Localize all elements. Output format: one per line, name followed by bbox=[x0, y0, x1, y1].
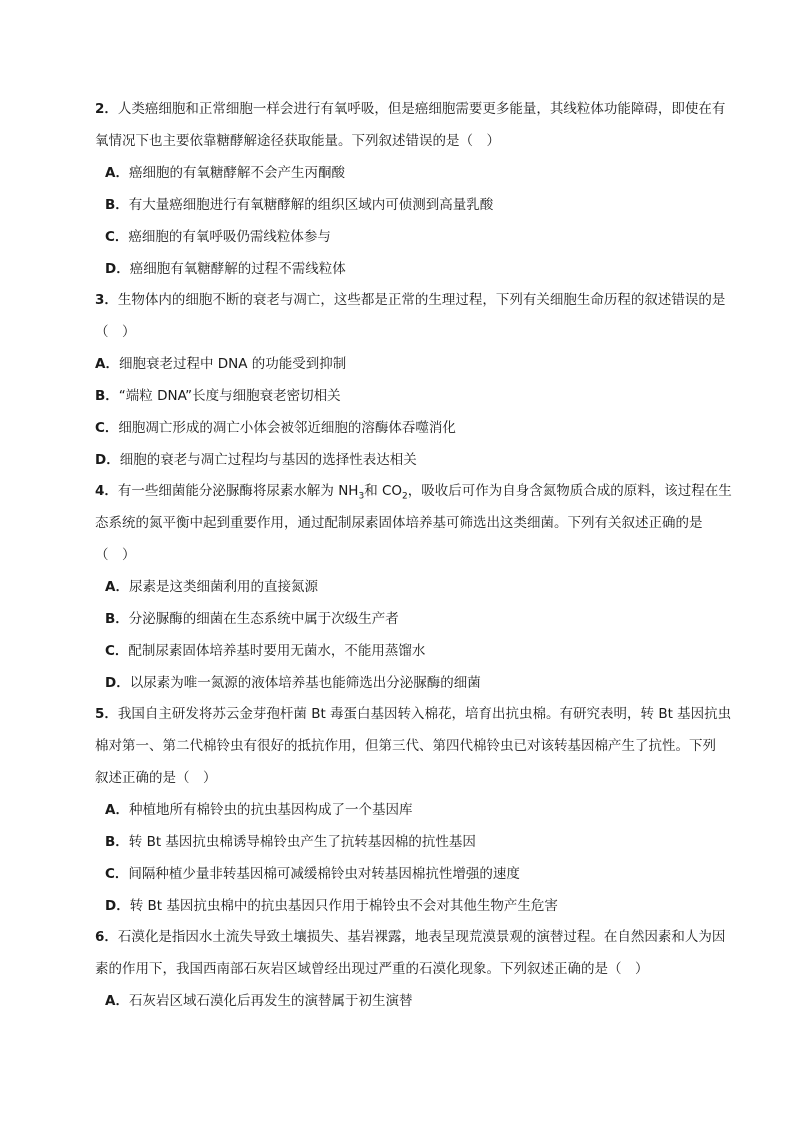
subscript-2: 2 bbox=[402, 491, 408, 502]
question-2-option-c[interactable]: C．癌细胞的有氧呼吸仍需线粒体参与 bbox=[105, 229, 331, 245]
question-list bbox=[95, 98, 735, 1012]
question-2-option-b[interactable]: B．有大量癌细胞进行有氧糖酵解的组织区域内可侦测到高量乳酸 bbox=[105, 197, 494, 213]
question-5-stem-line-2: 棉对第一、第二代棉铃虫有很好的抵抗作用，但第三代、第四代棉铃虫已对该转基因棉产生了抗性。下列 bbox=[95, 738, 716, 754]
question-4-option-b[interactable]: B．分泌脲酶的细菌在生态系统中属于次级生产者 bbox=[105, 611, 399, 627]
question-5-option-b[interactable]: B．转 Bt 基因抗虫棉诱导棉铃虫产生了抗转基因棉的抗性基因 bbox=[105, 834, 476, 850]
question-2-stem-line-2: 氧情况下也主要依靠糖酵解途径获取能量。下列叙述错误的是（ ） bbox=[95, 133, 500, 149]
question-3-option-d[interactable]: D．细胞的衰老与凋亡过程均与基因的选择性表达相关 bbox=[95, 452, 417, 468]
question-2-stem-line-1: 2．人类癌细胞和正常细胞一样会进行有氧呼吸，但是癌细胞需要更多能量，其线粒体功能障碍，即使在有 bbox=[95, 101, 726, 117]
question-2-option-d[interactable]: D．癌细胞有氧糖酵解的过程不需线粒体 bbox=[105, 261, 346, 277]
question-3-stem-line-1: 3．生物体内的细胞不断的衰老与凋亡，这些都是正常的生理过程，下列有关细胞生命历程的叙述错误的是 bbox=[95, 292, 726, 308]
question-5-option-a[interactable]: A．种植地所有棉铃虫的抗虫基因构成了一个基因库 bbox=[105, 802, 413, 818]
question-4-option-a[interactable]: A．尿素是这类细菌利用的直接氮源 bbox=[105, 579, 318, 595]
question-5-option-c[interactable]: C．间隔种植少量非转基因棉可减缓棉铃虫对转基因棉抗性增强的速度 bbox=[105, 866, 520, 882]
question-3-option-c[interactable]: C．细胞凋亡形成的凋亡小体会被邻近细胞的溶酶体吞噬消化 bbox=[95, 420, 456, 436]
question-2-option-a[interactable]: A．癌细胞的有氧糖酵解不会产生丙酮酸 bbox=[105, 165, 345, 181]
question-5-stem-line-1: 5．我国自主研发将苏云金芽孢杆菌 Bt 毒蛋白基因转入棉花，培育出抗虫棉。有研究表明，转 Bt 基因抗虫 bbox=[95, 706, 732, 722]
question-3-stem-line-2: （ ） bbox=[95, 324, 136, 340]
question-4-option-c[interactable]: C．配制尿素固体培养基时要用无菌水，不能用蒸馏水 bbox=[105, 643, 426, 659]
question-6-stem-line-2: 素的作用下，我国西南部石灰岩区域曾经出现过严重的石漠化现象。下列叙述正确的是（ ） bbox=[95, 961, 649, 977]
question-5-option-d[interactable]: D．转 Bt 基因抗虫棉中的抗虫基因只作用于棉铃虫不会对其他生物产生危害 bbox=[105, 898, 558, 914]
question-6-stem-line-1: 6．石漠化是指因水土流失导致土壤损失、基岩裸露，地表呈现荒漠景观的演替过程。在自然因素和人为因 bbox=[95, 929, 726, 945]
question-3-option-b[interactable]: B．“端粒 DNA”长度与细胞衰老密切相关 bbox=[95, 388, 341, 404]
question-4-stem-line-2: 态系统的氮平衡中起到重要作用，通过配制尿素固体培养基可筛选出这类细菌。下列有关叙述正确的是 bbox=[95, 515, 703, 531]
question-4-stem-line-1: 4．有一些细菌能分泌脲酶将尿素水解为 $NH_3$和 $CO_2$，吸收后可作为自身含氮物质合成的原料，该过程在生 bbox=[95, 483, 732, 502]
question-6-option-a[interactable]: A．石灰岩区域石漠化后再发生的演替属于初生演替 bbox=[105, 993, 413, 1009]
question-3-option-a[interactable]: A．细胞衰老过程中 DNA 的功能受到抑制 bbox=[95, 356, 347, 372]
subscript-3: 3 bbox=[358, 491, 365, 502]
question-4-stem-line-3: （ ） bbox=[95, 547, 136, 563]
question-5-stem-line-3: 叙述正确的是（ ） bbox=[95, 770, 217, 786]
question-4-option-d[interactable]: D．以尿素为唯一氮源的液体培养基也能筛选出分泌脲酶的细菌 bbox=[105, 675, 481, 691]
